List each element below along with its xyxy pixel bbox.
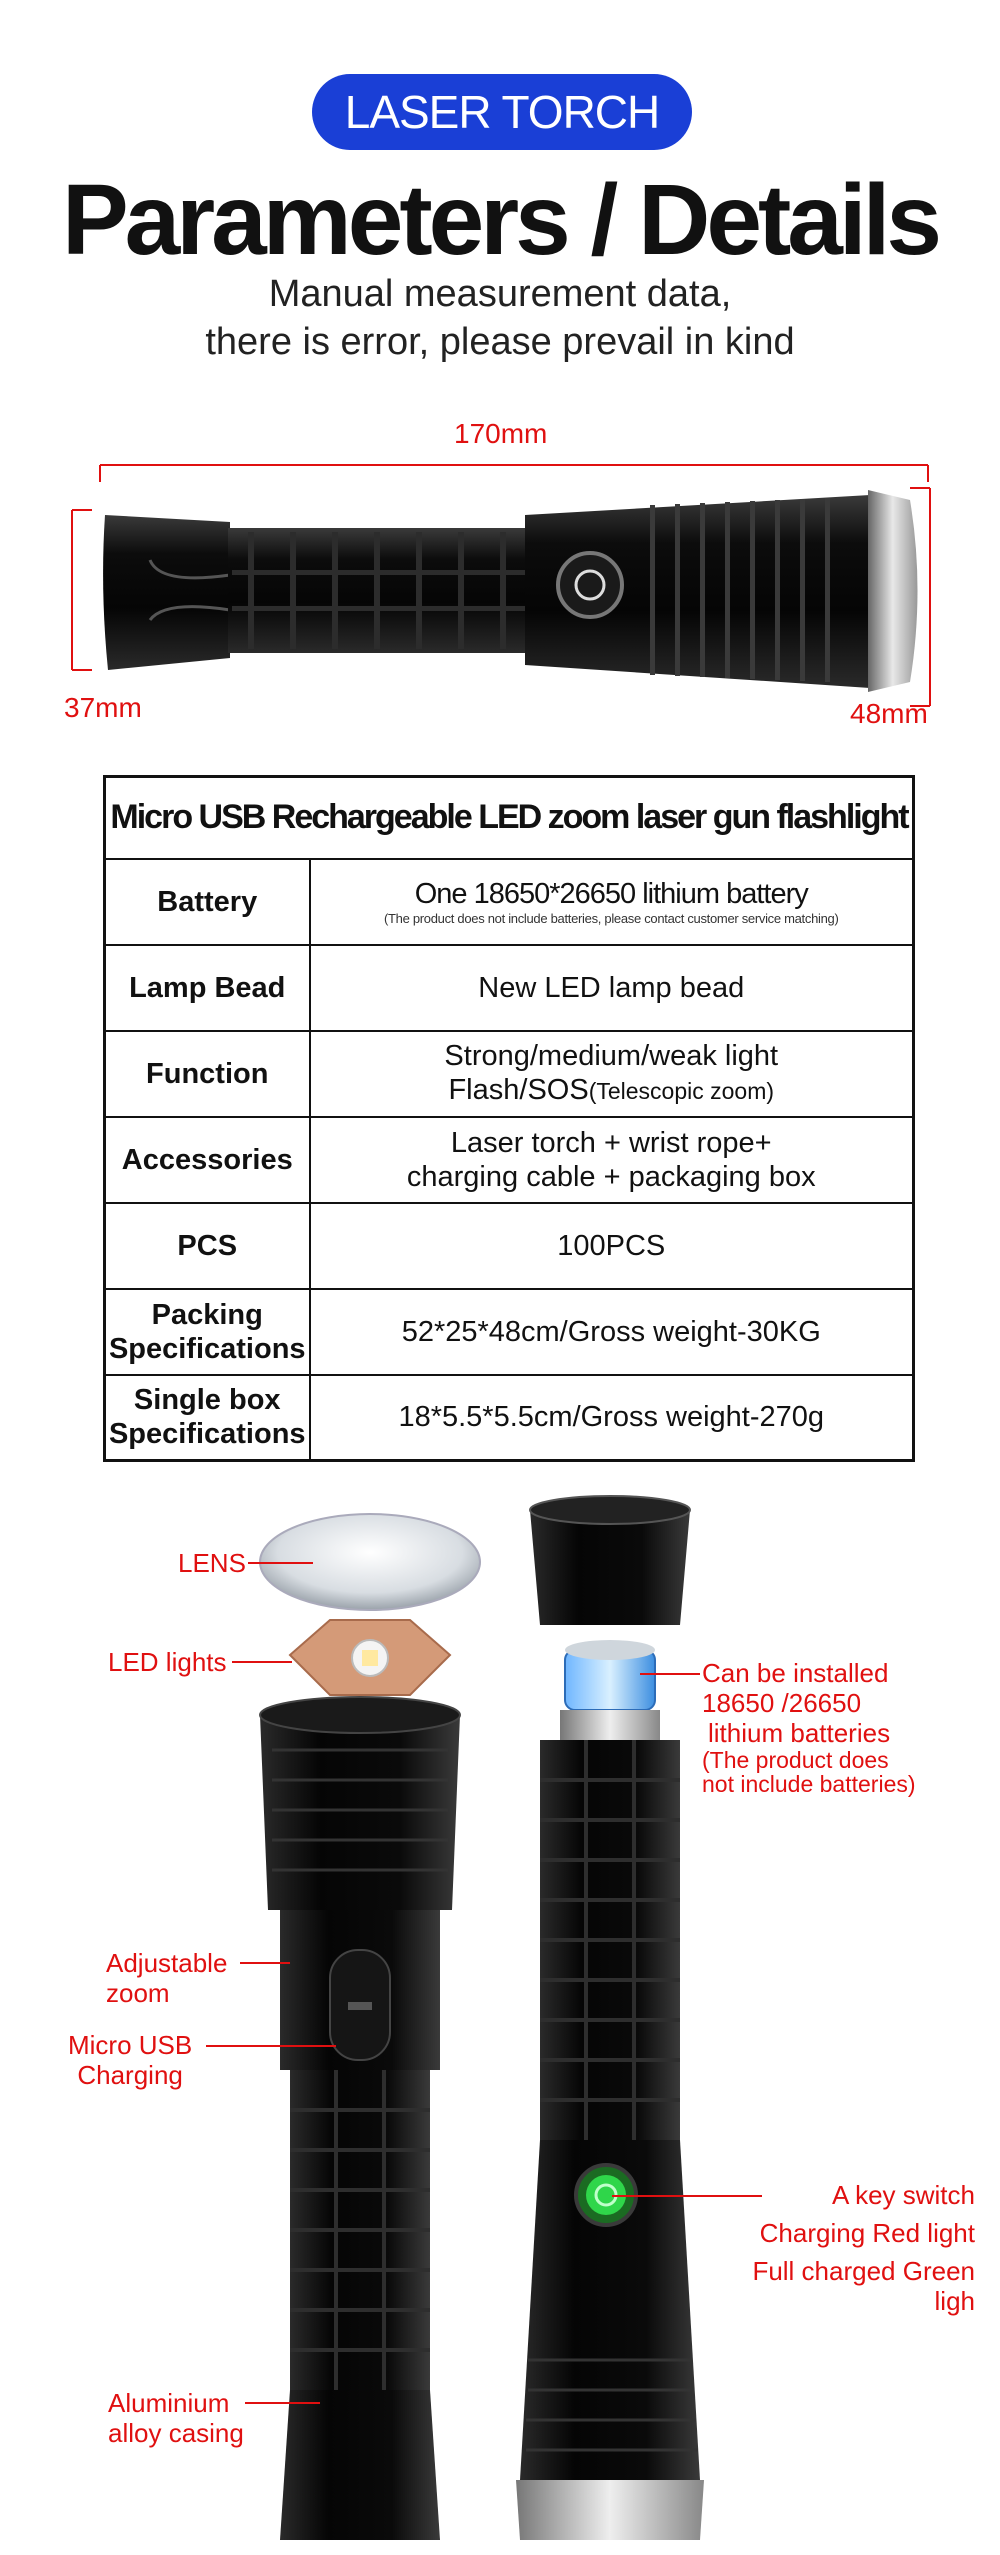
casing-line-1: Aluminium [108, 2388, 230, 2418]
usb-leader-line [206, 2045, 336, 2047]
row-key: Battery [105, 859, 310, 945]
row-value: New LED lamp bead [310, 945, 914, 1031]
casing-line-2: alloy casing [108, 2418, 244, 2448]
battery-note: (The product does not include batteries, please contact customer service matching) [384, 910, 839, 926]
table-row [105, 859, 914, 945]
length-dimension-label: 170mm [454, 418, 548, 449]
function-line-1: Strong/medium/weak light [444, 1040, 779, 1072]
switch-line-1: A key switch [831, 2180, 975, 2210]
row-value [310, 1117, 914, 1203]
exploded-view-diagram [0, 1490, 1000, 2550]
table-row [105, 1289, 914, 1375]
row-key: Accessories [105, 1117, 310, 1203]
page-title: Parameters / Details [61, 164, 939, 276]
function-zoom-note: (Telescopic zoom) [588, 1078, 775, 1104]
led-lights-callout: LED lights [108, 1647, 227, 1677]
row-key: Lamp Bead [105, 945, 310, 1031]
aluminium-casing-callout [108, 2388, 244, 2448]
head-diameter-label: 48mm [850, 698, 928, 729]
adjustable-zoom-callout [106, 1948, 227, 2008]
subtitle-line-1: Manual measurement data, [268, 273, 732, 315]
battery-line-4: (The product does [702, 1747, 889, 1773]
battery-leader-line [640, 1673, 700, 1675]
tail-diameter-label: 37mm [64, 692, 142, 723]
zoom-line-1: Adjustable [106, 1948, 228, 1978]
battery-line-2: 18650 /26650 [702, 1688, 862, 1718]
row-key [105, 1289, 310, 1375]
usb-line-2: Charging [77, 2060, 183, 2090]
laser-torch-badge: LASER TORCH [312, 74, 692, 150]
usb-line-1: Micro USB [68, 2030, 193, 2060]
switch-line-3: Full charged Green ligh [752, 2256, 975, 2316]
row-value: 18*5.5*5.5cm/Gross weight-270g [310, 1375, 914, 1461]
battery-line-5: not include batteries) [702, 1771, 916, 1797]
lens-callout: LENS [178, 1548, 246, 1578]
specifications-table [103, 775, 915, 1462]
row-value [310, 859, 914, 945]
battery-line-3: lithium batteries [708, 1718, 891, 1748]
accessories-line-2: charging cable + packaging box [406, 1160, 816, 1193]
single-box-key-line-1: Single box [133, 1384, 281, 1417]
table-title-row [105, 777, 914, 859]
table-row [105, 1031, 914, 1117]
page-subtitle [0, 270, 1000, 366]
packing-key-line-1: Packing [151, 1298, 263, 1331]
zoom-leader-line [240, 1962, 290, 1964]
table-row [105, 945, 914, 1031]
casing-leader-line [245, 2402, 320, 2404]
row-key: Function [105, 1031, 310, 1117]
single-box-key-line-2: Specifications [108, 1418, 306, 1451]
packing-key-line-2: Specifications [108, 1332, 306, 1365]
battery-callout [702, 1658, 916, 1796]
led-leader-line [232, 1661, 292, 1663]
row-key: PCS [105, 1203, 310, 1289]
row-key [105, 1375, 310, 1461]
battery-value: One 18650*26650 lithium battery [414, 877, 808, 910]
micro-usb-callout [68, 2030, 192, 2090]
switch-line-2: Charging Red light [759, 2218, 975, 2248]
table-row [105, 1375, 914, 1461]
accessories-line-1: Laser torch + wrist rope+ [450, 1126, 772, 1159]
table-title: Micro USB Rechargeable LED zoom laser gun flashlight [105, 777, 914, 859]
battery-line-1: Can be installed [702, 1658, 889, 1688]
row-value: 52*25*48cm/Gross weight-30KG [310, 1289, 914, 1375]
key-switch-callout [705, 2180, 975, 2316]
table-row [105, 1117, 914, 1203]
flashlight-dimension-diagram [0, 418, 1000, 729]
lens-leader-line [248, 1562, 313, 1564]
function-modes: Flash/SOS [448, 1074, 589, 1106]
flashlight-side-image [0, 420, 1000, 720]
zoom-line-2: zoom [106, 1978, 170, 2008]
table-row [105, 1203, 914, 1289]
subtitle-line-2: there is error, please prevail in kind [205, 321, 795, 363]
function-line-2 [311, 1073, 913, 1108]
row-value: 100PCS [310, 1203, 914, 1289]
row-value [310, 1031, 914, 1117]
